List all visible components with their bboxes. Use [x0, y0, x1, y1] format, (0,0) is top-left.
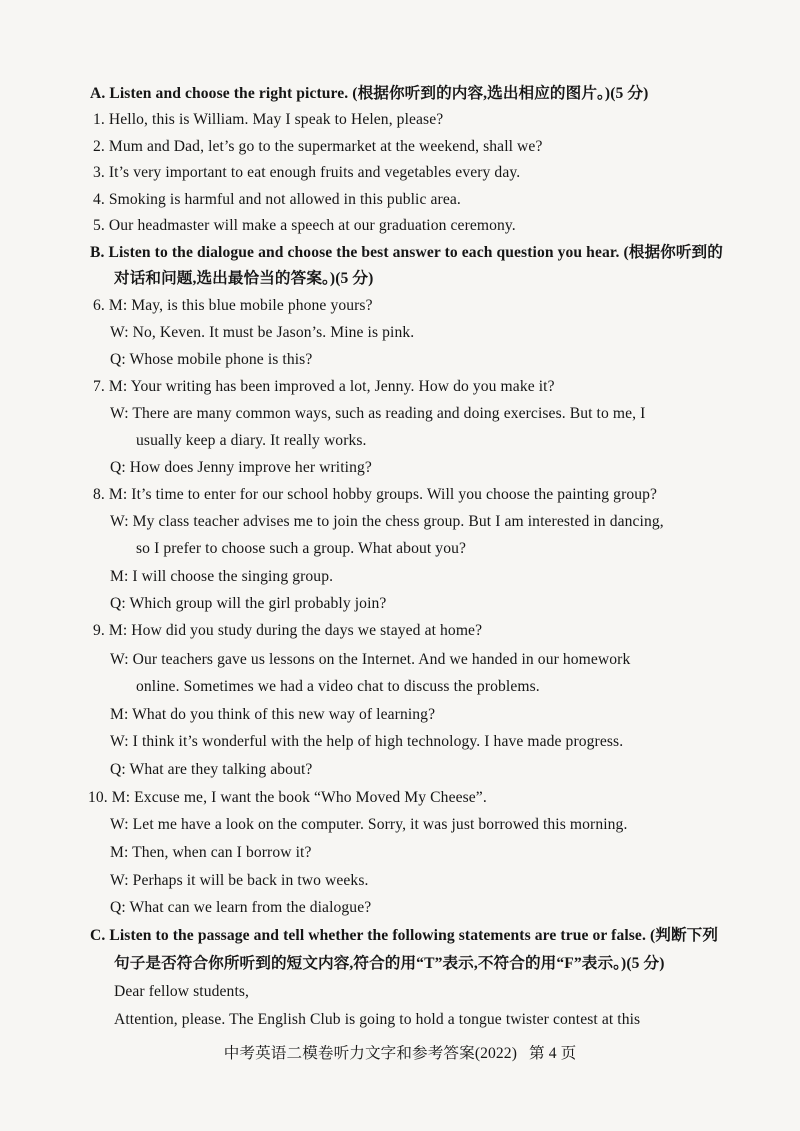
item-6-q: Q: Whose mobile phone is this? [110, 351, 313, 368]
item-9-w-cont: online. Sometimes we had a video chat to discuss the problems. [136, 678, 540, 695]
item-7-w: W: There are many common ways, such as reading and doing exercises. But to me, I [110, 405, 646, 422]
item-9-m2: M: What do you think of this new way of learning? [110, 706, 436, 723]
item-1: 1. Hello, this is William. May I speak to Helen, please? [93, 111, 444, 128]
section-b-header-cont: 对话和问题,选出最恰当的答案。)(5 分) [114, 270, 374, 287]
item-7-m: 7. M: Your writing has been improved a lot, Jenny. How do you make it? [93, 378, 555, 395]
item-9-q: Q: What are they talking about? [110, 761, 313, 778]
item-9-m: 9. M: How did you study during the days we stayed at home? [93, 622, 483, 639]
item-6-w: W: No, Keven. It must be Jason’s. Mine is pink. [110, 324, 415, 341]
item-10-w2: W: Perhaps it will be back in two weeks. [110, 872, 369, 889]
item-8-w: W: My class teacher advises me to join the chess group. But I am interested in dancing, [110, 513, 664, 530]
footer-page-number: 第 4 页 [529, 1045, 577, 1062]
item-8-w-cont: so I prefer to choose such a group. What about you? [136, 540, 467, 557]
item-6-m: 6. M: May, is this blue mobile phone yours? [93, 297, 373, 314]
item-10-w: W: Let me have a look on the computer. Sorry, it was just borrowed this morning. [110, 816, 628, 833]
item-7-w-cont: usually keep a diary. It really works. [136, 432, 367, 449]
item-10-m2: M: Then, when can I borrow it? [110, 844, 312, 861]
item-8-m2: M: I will choose the singing group. [110, 568, 334, 585]
item-8-q: Q: Which group will the girl probably join? [110, 595, 387, 612]
section-a-header: A. Listen and choose the right picture. (根据你听到的内容,选出相应的图片。)(5 分) [90, 85, 649, 102]
item-9-w3: W: I think it’s wonderful with the help of high technology. I have made progress. [110, 733, 624, 750]
item-3: 3. It’s very important to eat enough fruits and vegetables every day. [93, 164, 521, 181]
section-c-header: C. Listen to the passage and tell whether the following statements are true or false. (判断下列 [90, 927, 719, 944]
item-10-q: Q: What can we learn from the dialogue? [110, 899, 372, 916]
item-2: 2. Mum and Dad, let’s go to the supermarket at the weekend, shall we? [93, 138, 543, 155]
item-9-w: W: Our teachers gave us lessons on the Internet. And we handed in our homework [110, 651, 631, 668]
section-b-header: B. Listen to the dialogue and choose the best answer to each question you hear. (根据你听到的 [90, 244, 723, 261]
passage-greeting: Dear fellow students, [114, 983, 250, 1000]
item-10-m: 10. M: Excuse me, I want the book “Who Moved My Cheese”. [88, 789, 487, 806]
item-7-q: Q: How does Jenny improve her writing? [110, 459, 372, 476]
item-4: 4. Smoking is harmful and not allowed in this public area. [93, 191, 461, 208]
item-8-m: 8. M: It’s time to enter for our school hobby groups. Will you choose the painting group? [93, 486, 658, 503]
section-c-header-cont: 句子是否符合你所听到的短文内容,符合的用“T”表示,不符合的用“F”表示。)(5 分) [114, 955, 665, 972]
item-5: 5. Our headmaster will make a speech at our graduation ceremony. [93, 217, 516, 234]
passage-body: Attention, please. The English Club is going to hold a tongue twister contest at this [114, 1011, 641, 1028]
page-footer [0, 1044, 800, 1064]
footer-title: 中考英语二模卷听力文字和参考答案(2022) [223, 1045, 517, 1062]
